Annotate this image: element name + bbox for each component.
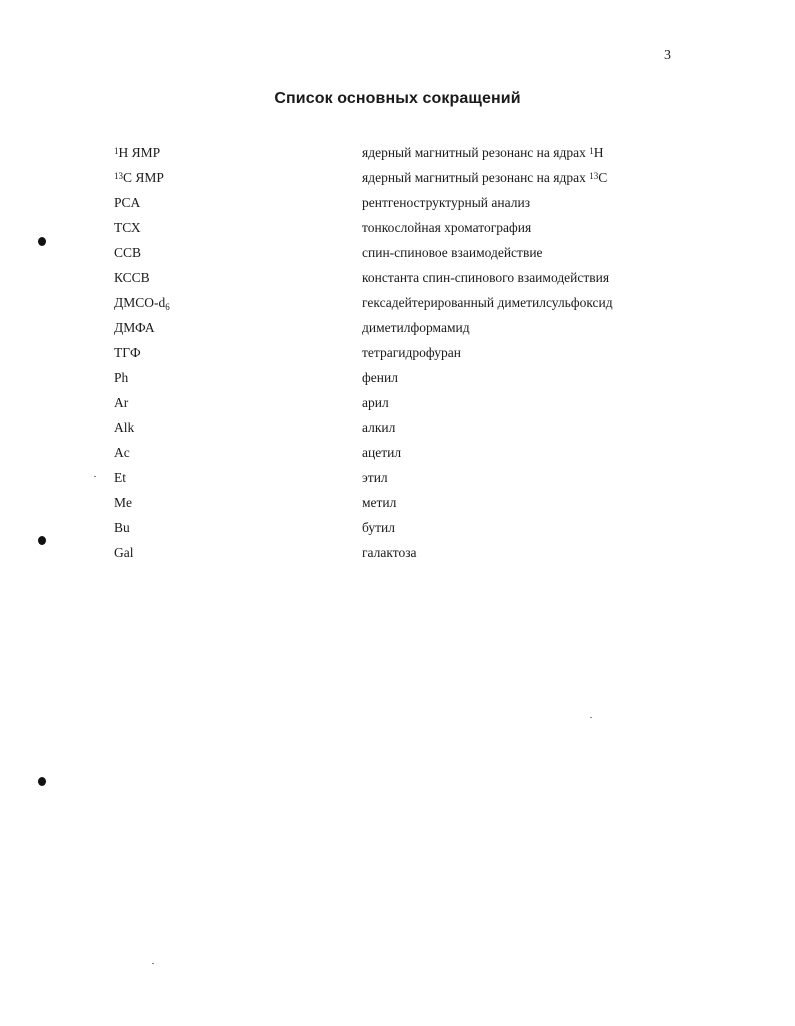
- abbreviation-row: [114, 467, 674, 492]
- abbreviation-term: Ph: [114, 370, 129, 385]
- abbreviation-row: [114, 542, 674, 567]
- abbreviation-definition: алкил: [362, 420, 396, 435]
- abbreviation-definition: спин-спиновое взаимодействие: [362, 245, 543, 260]
- abbreviation-row: [114, 317, 674, 342]
- abbreviation-row: [114, 442, 674, 467]
- term-subscript: 6: [165, 302, 170, 312]
- abbreviation-term: ДМФА: [114, 320, 155, 335]
- abbreviation-row: [114, 292, 674, 317]
- abbreviation-definition: арил: [362, 395, 389, 410]
- abbreviation-row: [114, 392, 674, 417]
- abbreviation-row: [114, 342, 674, 367]
- punch-hole-mark: [38, 777, 46, 786]
- page-title: Список основных сокращений: [274, 90, 521, 107]
- page-number: 3: [664, 48, 671, 63]
- abbreviation-term: Bu: [114, 520, 130, 535]
- abbreviation-row: [114, 217, 674, 242]
- abbreviation-definition: рентгеноструктурный анализ: [362, 195, 531, 210]
- abbreviation-row: [114, 492, 674, 517]
- abbreviation-term: PCA: [114, 195, 141, 210]
- definition-superscript: 1: [589, 146, 594, 156]
- abbreviation-term: ССВ: [114, 245, 142, 260]
- abbreviation-definition: галактоза: [362, 545, 417, 560]
- abbreviation-row: [114, 367, 674, 392]
- abbreviation-definition: бутил: [362, 520, 395, 535]
- abbreviation-definition: тонкослойная хроматография: [362, 220, 532, 235]
- abbreviation-row: [114, 267, 674, 292]
- scan-speck: [94, 476, 96, 477]
- abbreviation-term: [114, 142, 160, 164]
- abbreviation-row: [114, 192, 674, 217]
- scan-speck: [590, 717, 592, 718]
- definition-text: ядерный магнитный резонанс на ядрах: [362, 145, 590, 160]
- abbreviation-term: Ac: [114, 445, 130, 460]
- abbreviation-definition: константа спин-спинового взаимодействия: [362, 270, 610, 285]
- abbreviation-definition: фенил: [362, 370, 398, 385]
- abbreviation-term: [114, 167, 164, 189]
- abbreviation-term: Ar: [114, 395, 129, 410]
- abbreviation-definition: диметилформамид: [362, 320, 470, 335]
- abbreviation-definition: этил: [362, 470, 388, 485]
- definition-text: ядерный магнитный резонанс на ядрах: [362, 170, 590, 185]
- abbreviation-term: Et: [114, 470, 126, 485]
- abbreviation-definition: метил: [362, 495, 397, 510]
- abbreviation-row: [114, 517, 674, 542]
- abbreviation-row: [114, 417, 674, 442]
- term-text: ДМСО-d: [114, 295, 166, 310]
- abbreviation-term: ТСХ: [114, 220, 141, 235]
- abbreviation-definition: [362, 167, 607, 189]
- abbreviation-definition: гексадейтерированный диметилсульфоксид: [362, 295, 613, 310]
- abbreviation-definition: [362, 142, 603, 164]
- term-text: Н ЯМР: [118, 145, 161, 160]
- abbreviation-term: [114, 292, 170, 315]
- term-superscript: 13: [114, 171, 123, 181]
- definition-tail: Н: [593, 145, 604, 160]
- abbreviation-term: Me: [114, 495, 132, 510]
- scan-speck: [152, 963, 154, 964]
- definition-superscript: 13: [589, 171, 599, 181]
- abbreviation-definition: ацетил: [362, 445, 402, 460]
- abbreviation-term: Alk: [114, 420, 135, 435]
- abbreviation-row: [114, 242, 674, 267]
- abbreviation-term: ТГФ: [114, 345, 141, 360]
- abbreviation-row: [114, 167, 674, 192]
- punch-hole-mark: [38, 536, 46, 545]
- term-superscript: 1: [114, 146, 119, 156]
- abbreviation-definition: тетрагидрофуран: [362, 345, 461, 360]
- abbreviation-row: [114, 142, 674, 167]
- abbreviation-list: [114, 142, 674, 567]
- abbreviation-term: Gal: [114, 545, 134, 560]
- punch-hole-mark: [38, 237, 46, 246]
- abbreviation-term: КССВ: [114, 270, 150, 285]
- definition-tail: С: [598, 170, 608, 185]
- term-text: С ЯМР: [123, 170, 164, 185]
